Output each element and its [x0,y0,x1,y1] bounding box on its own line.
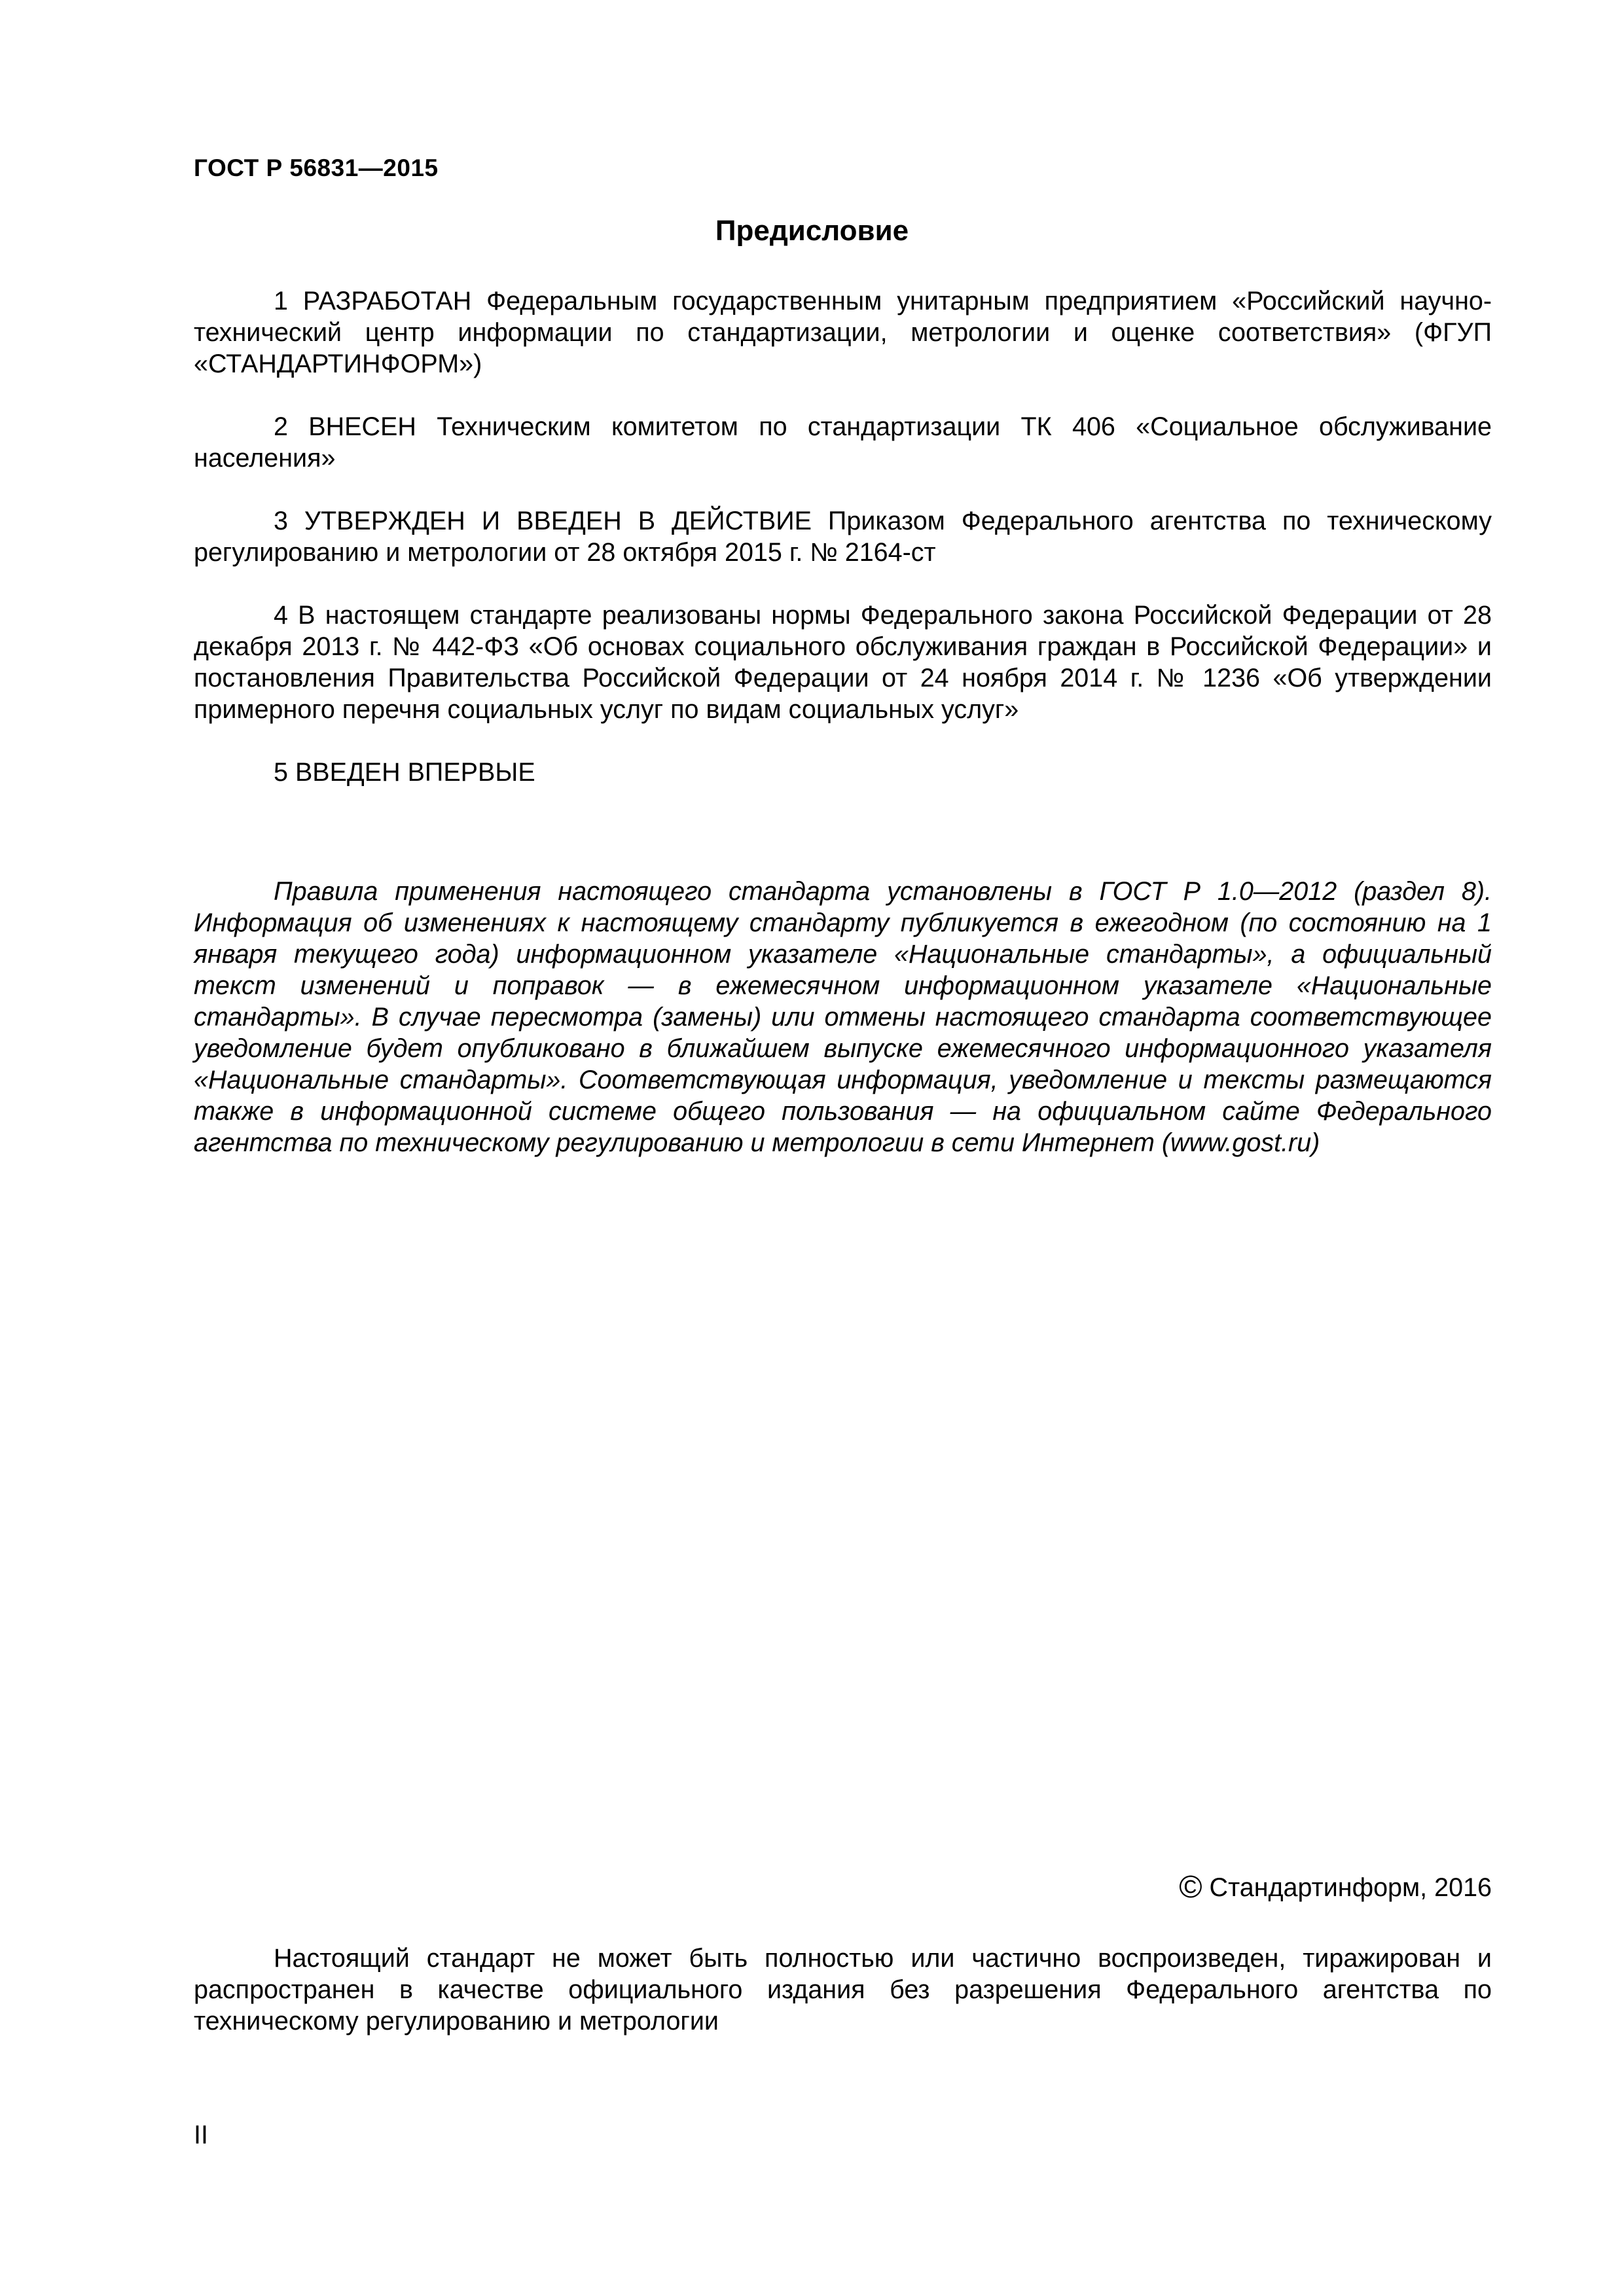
document-number-header: ГОСТ Р 56831—2015 [194,154,439,181]
page-number: II [194,2121,208,2149]
foreword-item-3: 3 УТВЕРЖДЕН И ВВЕДЕН В ДЕЙСТВИЕ Приказом Федерального агентства по техническому регулированию и метрологии от 28 октября 2015 г. № 2164-ст [194,507,1492,567]
section-title: Предисловие [715,215,909,247]
foreword-body [194,285,1492,819]
copyright-line [1179,1872,1492,1903]
foreword-item-1: 1 РАЗРАБОТАН Федеральным государственным унитарным предприятием «Российский научно-технический центр информации по стандартизации, метрологии и оценке соответствия» (ФГУП «СТАНДАРТИНФОРМ») [194,287,1492,378]
foreword-item-2: 2 ВНЕСЕН Техническим комитетом по стандартизации ТК 406 «Социальное обслуживание населения» [194,412,1492,473]
copyright-icon: © [1179,1870,1202,1905]
foreword-item-4: 4 В настоящем стандарте реализованы нормы Федерального закона Российской Федерации от 28 декабря 2013 г. № 442-ФЗ «Об основах социального обслуживания граждан в Российской Федерации» и постановления Правительства Российской Федерации от 24 ноября 2014 г. № 1236 «Об утверждении примерного перечня социальных услуг по видам социальных услуг» [194,601,1492,724]
application-rules-notice: Правила применения настоящего стандарта установлены в ГОСТ Р 1.0—2012 (раздел 8). Информация об изменениях к настоящему стандарту публикуется в ежегодном (по состоянию на 1 января текущего года) информационном указателе «Национальные стандарты», а официальный текст изменений и поправок — в ежемесячном информационном указателе «Национальные стандарты». В случае пересмотра (замены) или отмены настоящего стандарта соответствующее уведомление будет опубликовано в ближайшем выпуске ежемесячного информационного указателя «Национальные стандарты». Соответствующая информация, уведомление и тексты размещаются также в информационной системе общего пользования — на официальном сайте Федерального агентства по техническому регулированию и метрологии в сети Интернет (www.gost.ru) [194,877,1492,1157]
foreword-item-5: 5 ВВЕДЕН ВПЕРВЫЕ [274,758,535,787]
copyright-text: Стандартинформ, 2016 [1209,1873,1492,1902]
reproduction-rights-notice: Настоящий стандарт не может быть полностью или частично воспроизведен, тиражирован и распространен в качестве официального издания без разрешения Федерального агентства по техническому регулированию и метрологии [194,1944,1492,2036]
